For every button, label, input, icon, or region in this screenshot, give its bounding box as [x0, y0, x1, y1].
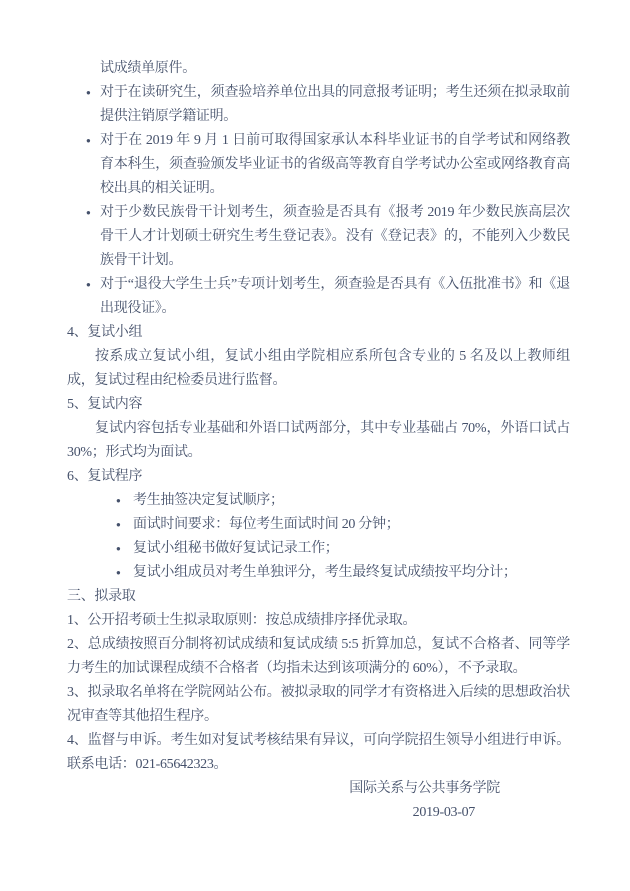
bullet-icon: ● — [86, 88, 91, 97]
bullet-icon: ● — [86, 208, 91, 217]
bullet-icon: ● — [86, 136, 91, 145]
bullet-item — [67, 537, 570, 561]
bullet-icon: ● — [116, 520, 121, 529]
bullet-icon: ● — [116, 544, 121, 553]
bullet-item — [67, 273, 570, 321]
numbered-paragraph: 1、公开招考硕士生拟录取原则：按总成绩排序择优录取。 — [67, 613, 417, 628]
section-heading-retest-procedure: 6、复试程序 — [67, 469, 143, 484]
section-heading-retest-group: 4、复试小组 — [67, 325, 143, 340]
bullet-icon: ● — [86, 280, 91, 289]
paragraph-continuation: 试成绩单原件。 — [100, 61, 196, 76]
bullet-icon: ● — [116, 496, 121, 505]
bullet-item — [67, 129, 570, 201]
numbered-paragraph: 4、监督与申诉。考生如对复试考核结果有异议，可向学院招生领导小组进行申诉。联系电话：021-65642323。 — [67, 733, 570, 772]
bullet-text: 对于在读研究生，须查验培养单位出具的同意报考证明；考生还须在拟录取前提供注销原学籍证明。 — [100, 85, 570, 124]
bullet-item — [67, 513, 570, 537]
bullet-text: 复试小组秘书做好复试记录工作； — [133, 541, 339, 556]
bullet-text: 对于少数民族骨干计划考生，须查验是否具有《报考 2019 年少数民族高层次骨干人才计划硕士研究生考生登记表》。没有《登记表》的，不能列入少数民族骨干计划。 — [100, 205, 570, 268]
bullet-text: 考生抽签决定复试顺序； — [133, 493, 284, 508]
bullet-text: 复试小组成员对考生单独评分，考生最终复试成绩按平均分计； — [133, 565, 517, 580]
bullet-item — [67, 561, 570, 585]
bullet-item — [67, 489, 570, 513]
section-body: 复试内容包括专业基础和外语口试两部分，其中专业基础占 70%，外语口试占 30%；形式均为面试。 — [67, 421, 570, 460]
bullet-item — [67, 201, 570, 273]
section-heading-retest-content: 5、复试内容 — [67, 397, 143, 412]
section-heading-proposed-admission: 三、拟录取 — [67, 589, 136, 604]
numbered-paragraph: 3、拟录取名单将在学院网站公布。被拟录取的同学才有资格进入后续的思想政治状况审查等其他招生程序。 — [67, 685, 570, 724]
numbered-paragraph: 2、总成绩按照百分制将初试成绩和复试成绩 5:5 折算加总，复试不合格者、同等学力考生的加试课程成绩不合格者（均指未达到该项满分的 60%），不予录取。 — [67, 637, 570, 676]
bullet-text: 对于在 2019 年 9 月 1 日前可取得国家承认本科毕业证书的自学考试和网络教育本科生，须查验颁发毕业证书的省级高等教育自学考试办公室或网络教育高校出具的相关证明。 — [100, 133, 570, 196]
date: 2019-03-07 — [412, 805, 475, 820]
bullet-icon: ● — [116, 568, 121, 577]
signature: 国际关系与公共事务学院 — [349, 781, 500, 796]
bullet-item — [67, 81, 570, 129]
section-body: 按系成立复试小组，复试小组由学院相应系所包含专业的 5 名及以上教师组成，复试过程由纪检委员进行监督。 — [67, 349, 570, 388]
bullet-text: 对于“退役大学生士兵”专项计划考生，须查验是否具有《入伍批准书》和《退出现役证》。 — [100, 277, 570, 316]
bullet-text: 面试时间要求：每位考生面试时间 20 分钟； — [133, 517, 400, 532]
